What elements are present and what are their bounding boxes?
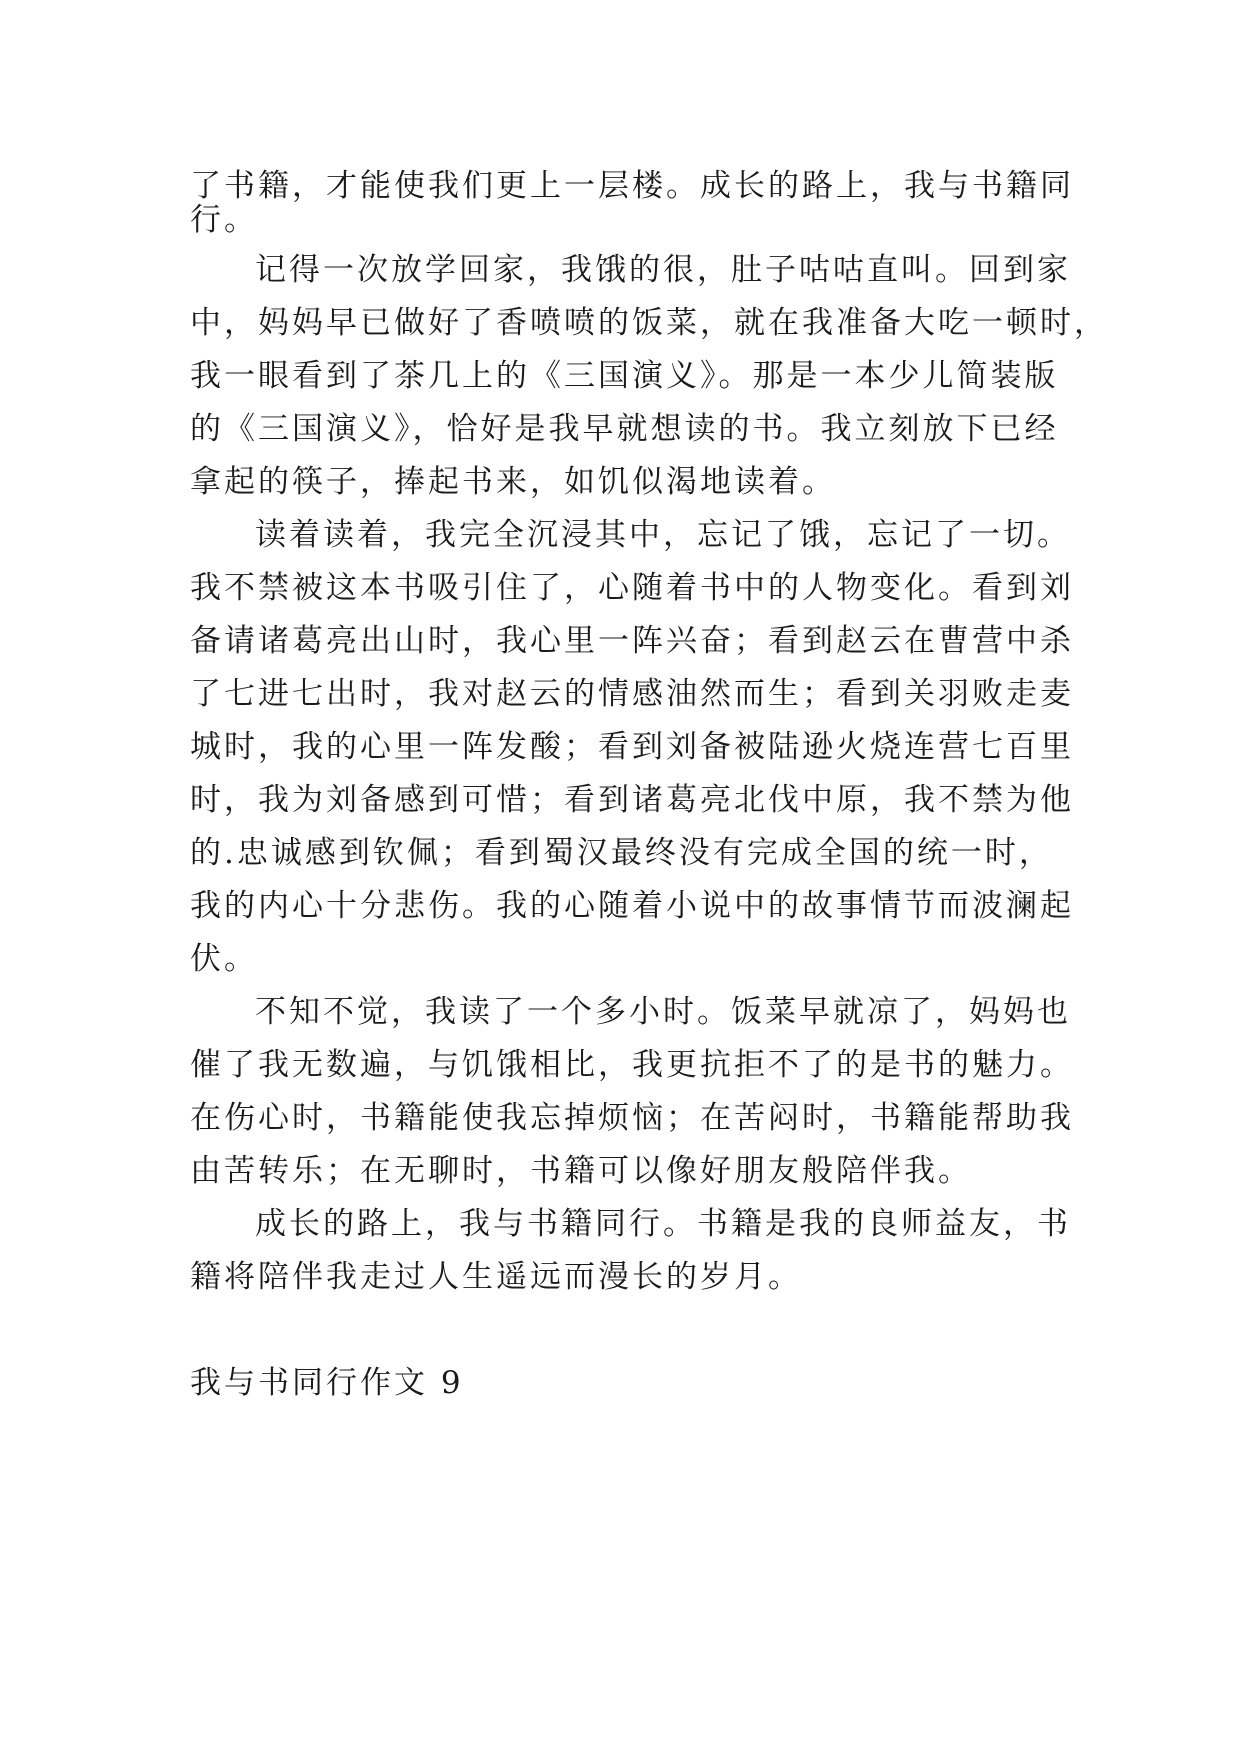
text-line: 了七进七出时，我对赵云的情感油然而生；看到关羽败走麦	[190, 676, 1074, 712]
text-line: 拿起的筷子，捧起书来，如饥似渴地读着。	[190, 464, 836, 500]
text-line: 我的内心十分悲伤。我的心随着小说中的故事情节而波澜起	[190, 888, 1074, 924]
text-line: 的.忠诚感到钦佩；看到蜀汉最终没有完成全国的统一时，	[190, 835, 1053, 871]
text-line: 城时，我的心里一阵发酸；看到刘备被陆逊火烧连营七百里	[190, 729, 1074, 765]
text-line: 伏。	[190, 941, 258, 977]
text-line: 时，我为刘备感到可惜；看到诸葛亮北伐中原，我不禁为他	[190, 782, 1074, 818]
text-line: 在伤心时，书籍能使我忘掉烦恼；在苦闷时，书籍能帮助我	[190, 1100, 1074, 1136]
text-line: 籍将陪伴我走过人生遥远而漫长的岁月。	[190, 1259, 802, 1295]
text-line: 中，妈妈早已做好了香喷喷的饭菜，就在我准备大吃一顿时，	[190, 305, 1108, 341]
text-line: 备请诸葛亮出山时，我心里一阵兴奋；看到赵云在曹营中杀	[190, 623, 1074, 659]
paragraph-start-line: 记得一次放学回家，我饿的很，肚子咕咕直叫。回到家	[255, 252, 1071, 288]
text-line: 催了我无数遍，与饥饿相比，我更抗拒不了的是书的魅力。	[190, 1047, 1074, 1083]
paragraph-start-line: 读着读着，我完全沉浸其中，忘记了饿，忘记了一切。	[255, 517, 1071, 553]
paragraph-start-line: 成长的路上，我与书籍同行。书籍是我的良师益友，书	[255, 1206, 1071, 1242]
text-line: 我不禁被这本书吸引住了，心随着书中的人物变化。看到刘	[190, 570, 1074, 606]
text-line: 行。	[190, 202, 258, 238]
paragraph-start-line: 不知不觉，我读了一个多小时。饭菜早就凉了，妈妈也	[255, 994, 1071, 1030]
section-title: 我与书同行作文 9	[190, 1365, 464, 1401]
text-line: 我一眼看到了茶几上的《三国演义》。那是一本少儿简装版	[190, 358, 1059, 394]
text-line: 由苦转乐；在无聊时，书籍可以像好朋友般陪伴我。	[190, 1153, 972, 1189]
text-line: 的《三国演义》，恰好是我早就想读的书。我立刻放下已经	[190, 411, 1059, 447]
text-line: 了书籍，才能使我们更上一层楼。成长的路上，我与书籍同	[190, 168, 1074, 204]
